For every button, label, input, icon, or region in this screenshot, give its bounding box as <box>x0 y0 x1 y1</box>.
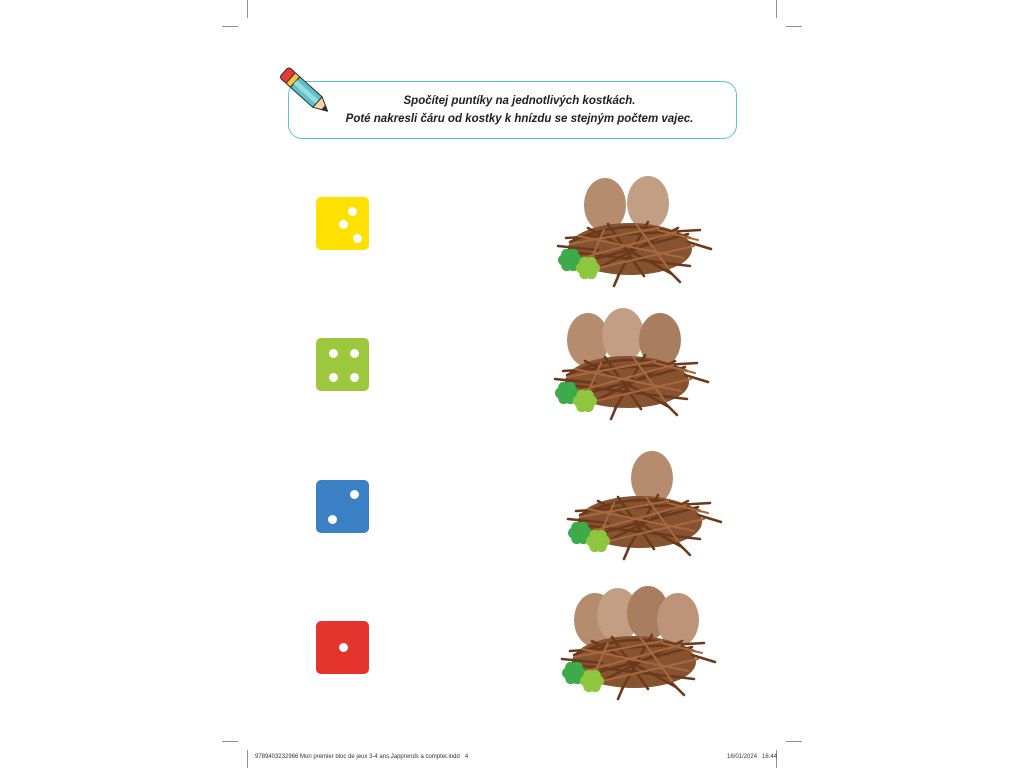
crop-mark <box>247 750 248 768</box>
footer-timestamp <box>727 753 777 761</box>
egg <box>657 593 699 647</box>
die-yellow <box>316 197 369 250</box>
instruction-box <box>288 81 737 139</box>
die-dot <box>339 220 348 229</box>
leaf-center <box>569 668 580 679</box>
leaf-center <box>565 255 576 266</box>
nest-2 <box>545 305 715 425</box>
footer-filename: 9789403232966 Mon premier bloc de jeux 3-4 ans.Japprends a compter.indd <box>255 754 460 760</box>
nest-4 <box>552 585 722 705</box>
die-dot <box>350 349 359 358</box>
die-blue <box>316 480 369 533</box>
die-green <box>316 338 369 391</box>
footer-time: 16:44 <box>762 754 778 760</box>
nest-3 <box>558 445 728 565</box>
leaf-center <box>575 528 586 539</box>
leaf-center <box>562 388 573 399</box>
pencil-icon <box>274 62 338 122</box>
die-dot <box>339 643 348 652</box>
leaf-center <box>593 536 604 547</box>
die-dot <box>350 373 359 382</box>
nest-1 <box>548 172 718 292</box>
leaf-center <box>583 263 594 274</box>
die-dot <box>328 515 337 524</box>
leaf-center <box>580 396 591 407</box>
die-dot <box>350 490 359 499</box>
footer-date: 16/01/2024 <box>727 754 758 760</box>
twig <box>668 270 680 282</box>
twig <box>672 683 684 695</box>
crop-mark <box>786 741 802 742</box>
die-dot <box>329 349 338 358</box>
instruction-line-2: Poté nakresli čáru od kostky k hnízdu se stejným počtem vajec. <box>345 113 694 125</box>
die-dot <box>353 234 362 243</box>
footer-page: 4 <box>464 754 469 760</box>
crop-mark <box>222 741 238 742</box>
footer-slug <box>255 753 468 761</box>
twig <box>678 543 690 555</box>
leaf-center <box>587 676 598 687</box>
crop-mark <box>786 26 802 27</box>
die-red <box>316 621 369 674</box>
crop-mark <box>247 0 248 18</box>
die-dot <box>348 207 357 216</box>
crop-mark <box>222 26 238 27</box>
egg <box>602 308 644 362</box>
twig <box>665 403 677 415</box>
die-dot <box>329 373 338 382</box>
instruction-line-1: Spočítej puntíky na jednotlivých kostkách. <box>403 95 636 107</box>
crop-mark <box>776 0 777 18</box>
